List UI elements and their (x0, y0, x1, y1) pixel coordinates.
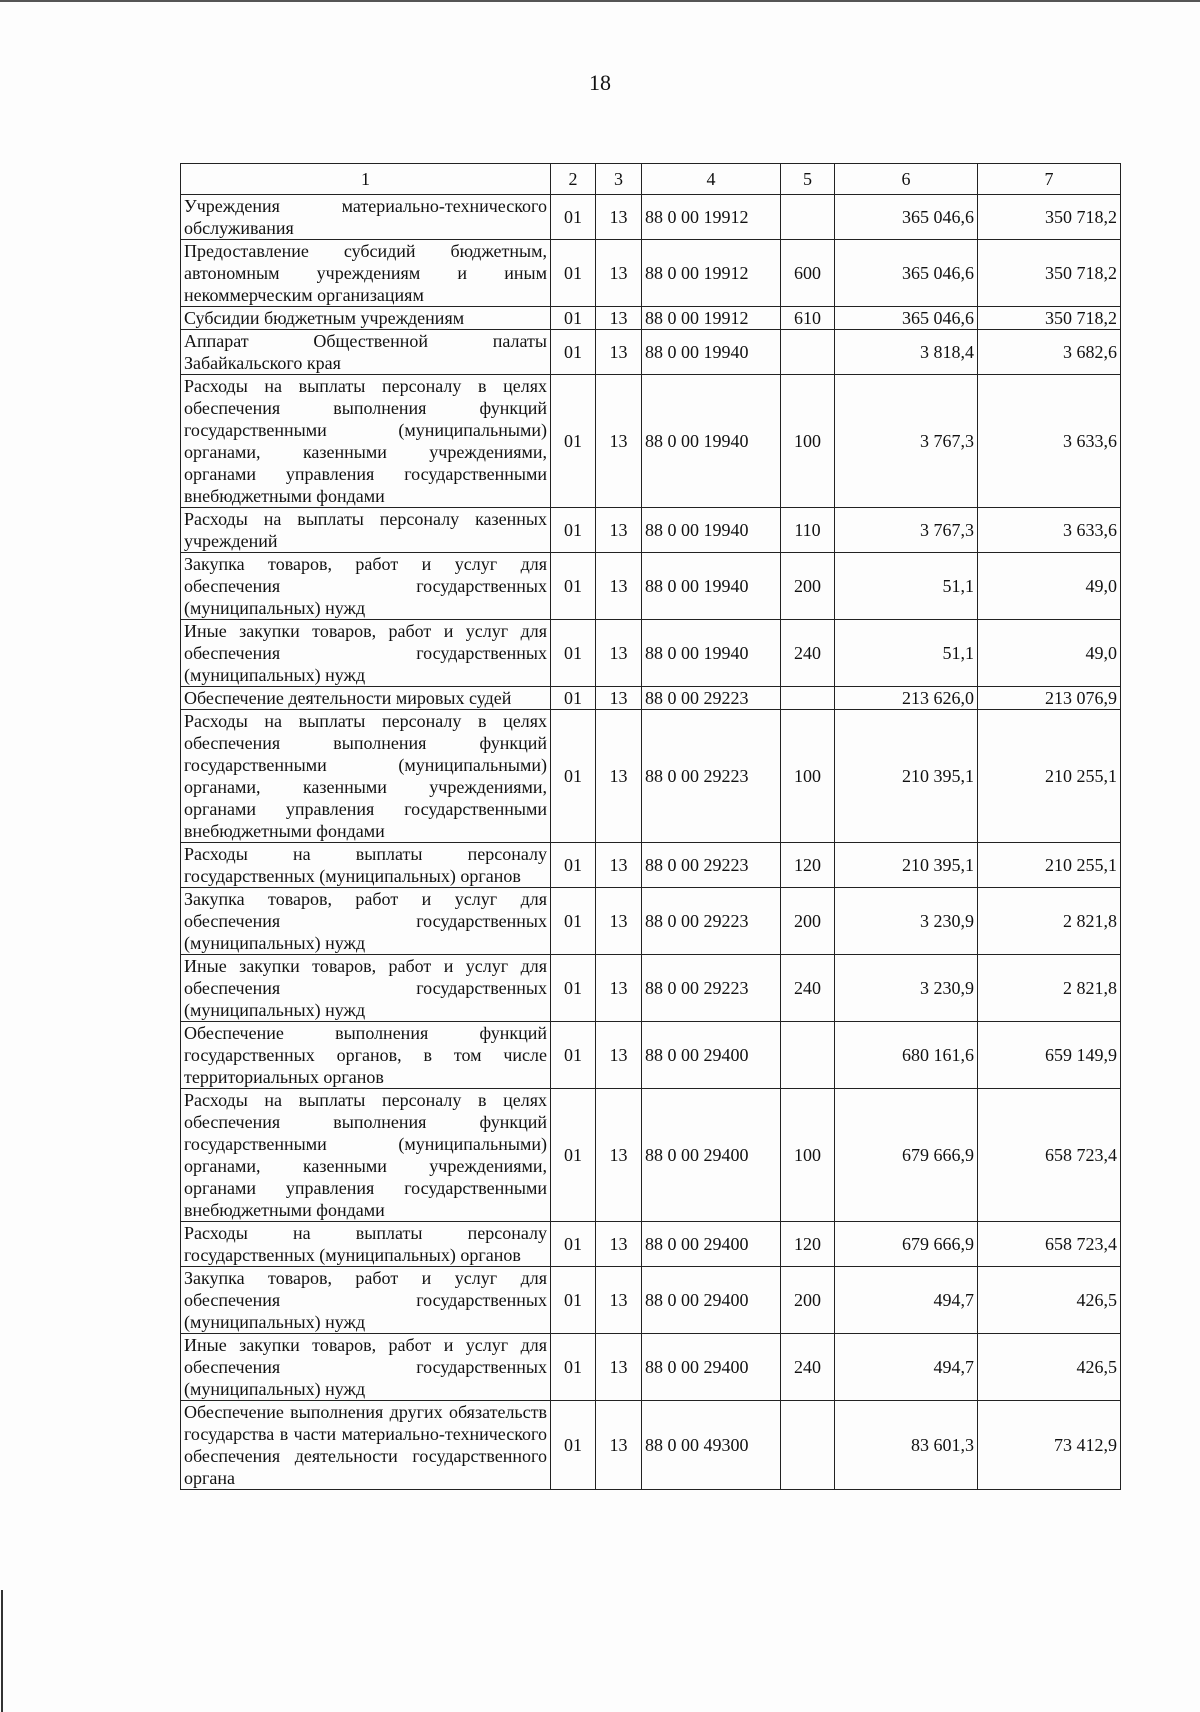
row-name-cell: Расходы на выплаты персоналу государственных (муниципальных) органов (181, 843, 551, 888)
row-target-code-cell: 88 0 00 29223 (642, 955, 781, 1022)
row-expense-type-cell (781, 1401, 835, 1490)
header-col-7: 7 (978, 164, 1121, 195)
table-row (181, 195, 1121, 240)
row-amount-col7-cell: 350 718,2 (978, 307, 1121, 330)
budget-table (180, 163, 1121, 1490)
header-col-1: 1 (181, 164, 551, 195)
row-amount-col7-cell: 3 633,6 (978, 508, 1121, 553)
row-subsection-cell: 13 (596, 375, 642, 508)
row-target-code-cell: 88 0 00 29223 (642, 687, 781, 710)
table-row (181, 1089, 1121, 1222)
row-subsection-cell: 13 (596, 710, 642, 843)
row-section-cell: 01 (551, 687, 596, 710)
row-amount-col7-cell: 2 821,8 (978, 888, 1121, 955)
row-section-cell: 01 (551, 1089, 596, 1222)
row-expense-type-cell: 240 (781, 620, 835, 687)
table-row (181, 1267, 1121, 1334)
row-section-cell: 01 (551, 1267, 596, 1334)
row-name-cell: Обеспечение деятельности мировых судей (181, 687, 551, 710)
table-row (181, 620, 1121, 687)
row-target-code-cell: 88 0 00 29400 (642, 1334, 781, 1401)
row-expense-type-cell: 240 (781, 1334, 835, 1401)
row-amount-col7-cell: 3 682,6 (978, 330, 1121, 375)
row-name-cell: Иные закупки товаров, работ и услуг для обеспечения государственных (муниципальных) нужд (181, 1334, 551, 1401)
row-amount-col7-cell: 350 718,2 (978, 240, 1121, 307)
row-name-cell: Расходы на выплаты персоналу казенных учреждений (181, 508, 551, 553)
row-target-code-cell: 88 0 00 19940 (642, 553, 781, 620)
row-expense-type-cell: 120 (781, 1222, 835, 1267)
row-section-cell: 01 (551, 1334, 596, 1401)
row-name-cell: Иные закупки товаров, работ и услуг для обеспечения государственных (муниципальных) нужд (181, 620, 551, 687)
row-expense-type-cell: 200 (781, 1267, 835, 1334)
row-subsection-cell: 13 (596, 1022, 642, 1089)
row-target-code-cell: 88 0 00 19940 (642, 620, 781, 687)
row-name-cell: Расходы на выплаты персоналу в целях обеспечения выполнения функций государственными (муниципальными) органами, казенными учреждениями, органами управления государственными внебюджетными фондами (181, 710, 551, 843)
table-row (181, 687, 1121, 710)
row-name-cell: Учреждения материально-технического обслуживания (181, 195, 551, 240)
row-name-cell: Аппарат Общественной палаты Забайкальского края (181, 330, 551, 375)
row-name-cell: Иные закупки товаров, работ и услуг для обеспечения государственных (муниципальных) нужд (181, 955, 551, 1022)
row-amount-col7-cell: 49,0 (978, 553, 1121, 620)
table-row (181, 710, 1121, 843)
row-amount-col6-cell: 680 161,6 (835, 1022, 978, 1089)
row-expense-type-cell: 100 (781, 710, 835, 843)
row-amount-col6-cell: 3 767,3 (835, 375, 978, 508)
row-target-code-cell: 88 0 00 29400 (642, 1089, 781, 1222)
row-target-code-cell: 88 0 00 29223 (642, 888, 781, 955)
row-section-cell: 01 (551, 330, 596, 375)
row-subsection-cell: 13 (596, 553, 642, 620)
row-amount-col7-cell: 210 255,1 (978, 710, 1121, 843)
table-row (181, 1022, 1121, 1089)
table-row (181, 843, 1121, 888)
row-subsection-cell: 13 (596, 620, 642, 687)
row-target-code-cell: 88 0 00 29223 (642, 843, 781, 888)
table-row (181, 375, 1121, 508)
row-name-cell: Закупка товаров, работ и услуг для обеспечения государственных (муниципальных) нужд (181, 888, 551, 955)
row-section-cell: 01 (551, 710, 596, 843)
row-section-cell: 01 (551, 843, 596, 888)
row-subsection-cell: 13 (596, 888, 642, 955)
row-amount-col7-cell: 426,5 (978, 1334, 1121, 1401)
row-amount-col6-cell: 494,7 (835, 1267, 978, 1334)
row-expense-type-cell: 200 (781, 888, 835, 955)
row-section-cell: 01 (551, 240, 596, 307)
header-col-6: 6 (835, 164, 978, 195)
row-amount-col6-cell: 494,7 (835, 1334, 978, 1401)
row-section-cell: 01 (551, 553, 596, 620)
row-target-code-cell: 88 0 00 19940 (642, 508, 781, 553)
table-row (181, 553, 1121, 620)
table-row (181, 240, 1121, 307)
row-subsection-cell: 13 (596, 1089, 642, 1222)
row-target-code-cell: 88 0 00 29400 (642, 1022, 781, 1089)
row-amount-col6-cell: 213 626,0 (835, 687, 978, 710)
row-amount-col7-cell: 659 149,9 (978, 1022, 1121, 1089)
row-amount-col7-cell: 658 723,4 (978, 1222, 1121, 1267)
row-expense-type-cell: 100 (781, 1089, 835, 1222)
row-amount-col7-cell: 658 723,4 (978, 1089, 1121, 1222)
row-name-cell: Предоставление субсидий бюджетным, автономным учреждениям и иным некоммерческим организациям (181, 240, 551, 307)
row-expense-type-cell: 100 (781, 375, 835, 508)
row-subsection-cell: 13 (596, 1222, 642, 1267)
table-row (181, 330, 1121, 375)
row-amount-col6-cell: 210 395,1 (835, 710, 978, 843)
row-expense-type-cell: 120 (781, 843, 835, 888)
row-name-cell: Закупка товаров, работ и услуг для обеспечения государственных (муниципальных) нужд (181, 553, 551, 620)
header-col-2: 2 (551, 164, 596, 195)
row-section-cell: 01 (551, 955, 596, 1022)
row-amount-col7-cell: 3 633,6 (978, 375, 1121, 508)
row-subsection-cell: 13 (596, 687, 642, 710)
row-section-cell: 01 (551, 888, 596, 955)
table-row (181, 1222, 1121, 1267)
table-row (181, 1401, 1121, 1490)
row-expense-type-cell (781, 687, 835, 710)
row-subsection-cell: 13 (596, 240, 642, 307)
row-name-cell: Расходы на выплаты персоналу в целях обеспечения выполнения функций государственными (муниципальными) органами, казенными учреждениями, органами управления государственными внебюджетными фондами (181, 375, 551, 508)
row-amount-col6-cell: 3 818,4 (835, 330, 978, 375)
row-expense-type-cell: 610 (781, 307, 835, 330)
row-subsection-cell: 13 (596, 508, 642, 553)
table-row (181, 888, 1121, 955)
row-subsection-cell: 13 (596, 1334, 642, 1401)
row-name-cell: Субсидии бюджетным учреждениям (181, 307, 551, 330)
row-section-cell: 01 (551, 195, 596, 240)
row-section-cell: 01 (551, 1401, 596, 1490)
table-row (181, 955, 1121, 1022)
row-expense-type-cell (781, 330, 835, 375)
table-header-row (181, 164, 1121, 195)
row-target-code-cell: 88 0 00 29400 (642, 1267, 781, 1334)
row-section-cell: 01 (551, 307, 596, 330)
row-amount-col7-cell: 210 255,1 (978, 843, 1121, 888)
header-col-5: 5 (781, 164, 835, 195)
row-section-cell: 01 (551, 508, 596, 553)
header-col-3: 3 (596, 164, 642, 195)
row-amount-col6-cell: 679 666,9 (835, 1089, 978, 1222)
row-amount-col7-cell: 49,0 (978, 620, 1121, 687)
row-section-cell: 01 (551, 1022, 596, 1089)
row-amount-col6-cell: 3 767,3 (835, 508, 978, 553)
row-amount-col7-cell: 73 412,9 (978, 1401, 1121, 1490)
row-amount-col7-cell: 2 821,8 (978, 955, 1121, 1022)
row-amount-col6-cell: 365 046,6 (835, 307, 978, 330)
row-subsection-cell: 13 (596, 1267, 642, 1334)
row-amount-col6-cell: 679 666,9 (835, 1222, 978, 1267)
row-expense-type-cell: 110 (781, 508, 835, 553)
row-subsection-cell: 13 (596, 1401, 642, 1490)
row-expense-type-cell (781, 1022, 835, 1089)
row-amount-col6-cell: 51,1 (835, 553, 978, 620)
row-name-cell: Расходы на выплаты персоналу государственных (муниципальных) органов (181, 1222, 551, 1267)
row-amount-col6-cell: 83 601,3 (835, 1401, 978, 1490)
row-target-code-cell: 88 0 00 19912 (642, 307, 781, 330)
row-target-code-cell: 88 0 00 19912 (642, 240, 781, 307)
row-name-cell: Обеспечение выполнения функций государственных органов, в том числе территориальных органов (181, 1022, 551, 1089)
row-section-cell: 01 (551, 620, 596, 687)
row-subsection-cell: 13 (596, 843, 642, 888)
row-expense-type-cell: 240 (781, 955, 835, 1022)
row-amount-col7-cell: 426,5 (978, 1267, 1121, 1334)
row-expense-type-cell (781, 195, 835, 240)
row-target-code-cell: 88 0 00 19940 (642, 330, 781, 375)
table-row (181, 1334, 1121, 1401)
row-target-code-cell: 88 0 00 19940 (642, 375, 781, 508)
row-section-cell: 01 (551, 1222, 596, 1267)
row-target-code-cell: 88 0 00 19912 (642, 195, 781, 240)
row-target-code-cell: 88 0 00 49300 (642, 1401, 781, 1490)
left-margin-mark (1, 1590, 3, 1712)
row-expense-type-cell: 600 (781, 240, 835, 307)
table-row (181, 508, 1121, 553)
row-name-cell: Расходы на выплаты персоналу в целях обеспечения выполнения функций государственными (муниципальными) органами, казенными учреждениями, органами управления государственными внебюджетными фондами (181, 1089, 551, 1222)
row-amount-col6-cell: 365 046,6 (835, 240, 978, 307)
row-amount-col7-cell: 350 718,2 (978, 195, 1121, 240)
row-expense-type-cell: 200 (781, 553, 835, 620)
row-target-code-cell: 88 0 00 29223 (642, 710, 781, 843)
row-name-cell: Обеспечение выполнения других обязательств государства в части материально-технического обеспечения деятельности государственного органа (181, 1401, 551, 1490)
row-target-code-cell: 88 0 00 29400 (642, 1222, 781, 1267)
row-subsection-cell: 13 (596, 307, 642, 330)
row-subsection-cell: 13 (596, 330, 642, 375)
table-row (181, 307, 1121, 330)
row-subsection-cell: 13 (596, 195, 642, 240)
row-section-cell: 01 (551, 375, 596, 508)
row-amount-col6-cell: 51,1 (835, 620, 978, 687)
row-amount-col6-cell: 365 046,6 (835, 195, 978, 240)
row-subsection-cell: 13 (596, 955, 642, 1022)
header-col-4: 4 (642, 164, 781, 195)
row-amount-col6-cell: 3 230,9 (835, 888, 978, 955)
top-border-line (0, 0, 1200, 2)
row-amount-col6-cell: 210 395,1 (835, 843, 978, 888)
page-number: 18 (589, 70, 611, 95)
row-amount-col6-cell: 3 230,9 (835, 955, 978, 1022)
row-name-cell: Закупка товаров, работ и услуг для обеспечения государственных (муниципальных) нужд (181, 1267, 551, 1334)
row-amount-col7-cell: 213 076,9 (978, 687, 1121, 710)
